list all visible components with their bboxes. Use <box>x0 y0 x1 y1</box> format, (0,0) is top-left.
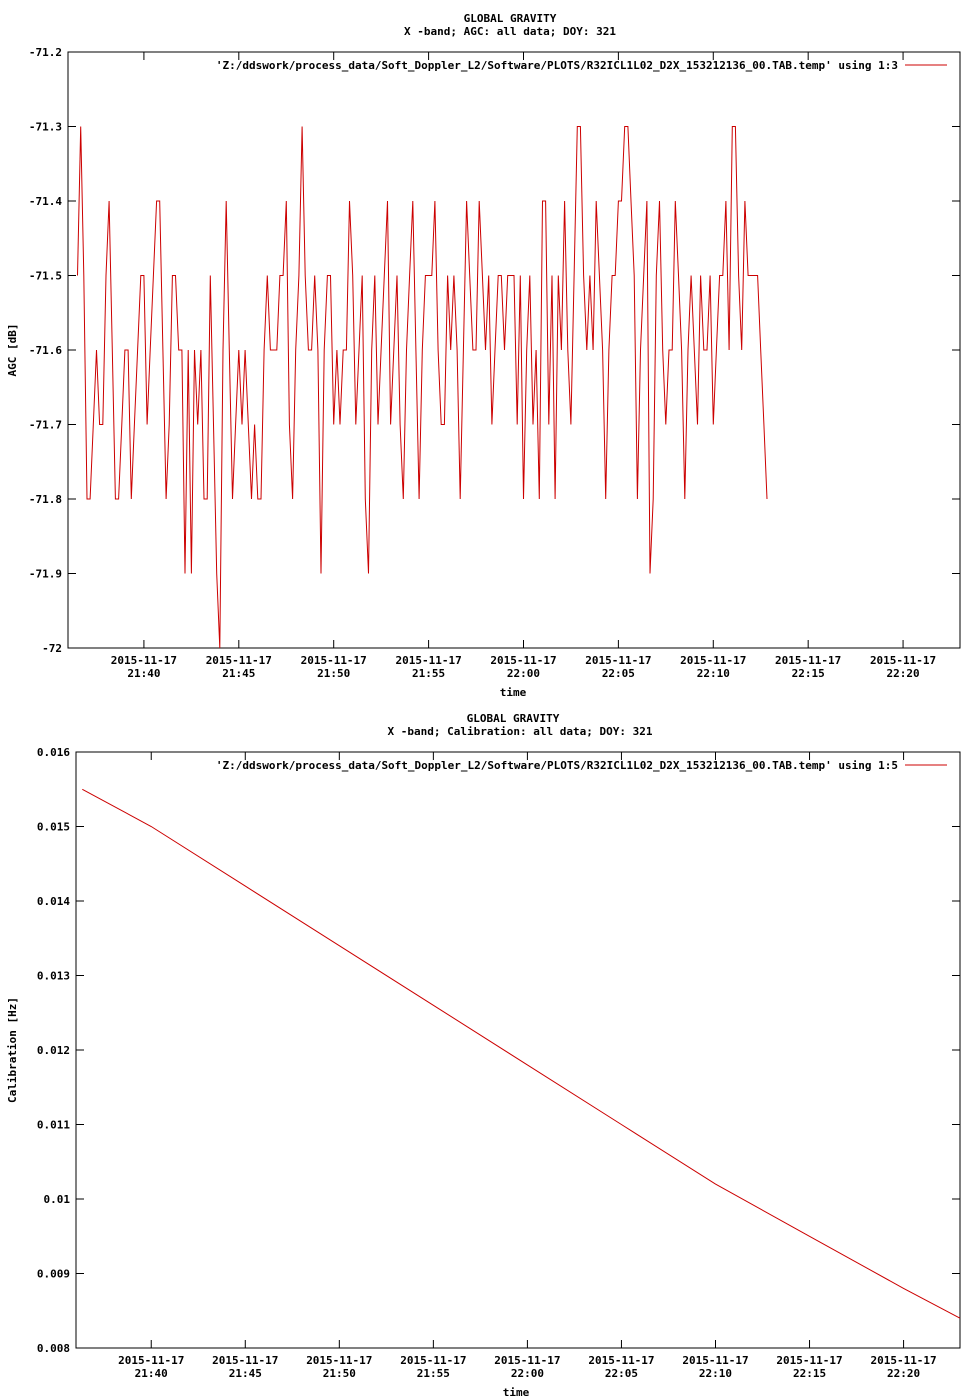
x-tick-date-label: 2015-11-17 <box>682 1354 749 1367</box>
y-tick-label: 0.012 <box>36 1044 70 1057</box>
x-tick-time-label: 22:05 <box>604 1367 639 1380</box>
y-tick-label: -71.3 <box>28 120 62 134</box>
x-tick-date-label: 2015-11-17 <box>212 1354 279 1367</box>
y-tick-label: 0.014 <box>36 895 70 908</box>
x-tick-time-label: 22:15 <box>792 1367 827 1380</box>
calibration-y-ticks <box>37 746 960 1355</box>
y-tick-label: -71.2 <box>28 46 62 59</box>
x-tick-time-label: 21:45 <box>228 1367 262 1380</box>
y-tick-label: -72 <box>42 642 62 655</box>
series-line <box>78 127 768 649</box>
y-tick-label: 0.015 <box>36 820 70 834</box>
x-tick-time-label: 22:10 <box>698 1367 733 1380</box>
x-tick-date-label: 2015-11-17 <box>588 1354 655 1367</box>
y-tick-label: -71.9 <box>28 567 62 581</box>
calibration-series <box>82 789 960 1318</box>
agc-chart-title: GLOBAL GRAVITY <box>463 12 557 25</box>
x-tick-time-label: 22:00 <box>506 667 541 680</box>
x-tick-time-label: 22:20 <box>886 667 920 680</box>
y-tick-label: 0.01 <box>43 1193 70 1206</box>
calibration-y-axis-label: Calibration [Hz] <box>6 997 19 1103</box>
x-tick-time-label: 22:20 <box>887 1367 921 1380</box>
agc-x-ticks <box>111 52 936 680</box>
x-tick-date-label: 2015-11-17 <box>400 1354 467 1367</box>
series-line <box>82 789 960 1318</box>
agc-x-axis-label: time <box>499 686 527 699</box>
x-tick-time-label: 21:40 <box>134 1367 168 1380</box>
y-tick-label: 0.011 <box>36 1118 70 1132</box>
x-tick-time-label: 21:45 <box>222 667 256 680</box>
x-tick-date-label: 2015-11-17 <box>306 1354 373 1367</box>
agc-chart <box>6 12 960 699</box>
x-tick-date-label: 2015-11-17 <box>118 1354 185 1367</box>
calibration-x-ticks <box>118 752 937 1380</box>
y-tick-label: -71.5 <box>28 269 62 283</box>
x-tick-time-label: 22:15 <box>791 667 825 680</box>
x-tick-date-label: 2015-11-17 <box>490 654 557 667</box>
x-tick-date-label: 2015-11-17 <box>585 654 652 667</box>
x-tick-time-label: 21:40 <box>127 667 161 680</box>
calibration-chart-subtitle: X -band; Calibration: all data; DOY: 321 <box>387 725 653 738</box>
x-tick-time-label: 22:00 <box>510 1367 544 1380</box>
y-tick-label: -71.8 <box>28 493 62 506</box>
y-tick-label: 0.008 <box>36 1342 70 1355</box>
y-tick-label: 0.013 <box>36 969 70 983</box>
x-tick-time-label: 22:05 <box>601 667 635 680</box>
x-tick-date-label: 2015-11-17 <box>775 654 842 667</box>
x-tick-date-label: 2015-11-17 <box>680 654 747 667</box>
x-tick-date-label: 2015-11-17 <box>300 654 367 667</box>
agc-y-axis-label: AGC [dB] <box>6 323 19 377</box>
calibration-x-axis-label: time <box>502 1386 530 1399</box>
y-tick-label: 0.009 <box>36 1267 70 1281</box>
x-tick-date-label: 2015-11-17 <box>869 654 937 667</box>
calibration-chart <box>6 712 960 1399</box>
x-tick-date-label: 2015-11-17 <box>395 654 462 667</box>
calibration-plot-frame <box>76 752 960 1348</box>
x-tick-date-label: 2015-11-17 <box>205 654 272 667</box>
y-tick-label: 0.016 <box>36 746 70 759</box>
y-tick-label: -71.7 <box>28 418 62 432</box>
x-tick-date-label: 2015-11-17 <box>494 1354 561 1367</box>
x-tick-date-label: 2015-11-17 <box>776 1354 843 1367</box>
x-tick-time-label: 21:55 <box>416 1367 450 1380</box>
x-tick-time-label: 22:10 <box>696 667 730 680</box>
agc-chart-subtitle: X -band; AGC: all data; DOY: 321 <box>404 25 616 38</box>
agc-series <box>78 127 768 649</box>
x-tick-date-label: 2015-11-17 <box>110 654 178 667</box>
x-tick-time-label: 21:55 <box>412 667 446 680</box>
x-tick-date-label: 2015-11-17 <box>870 1354 937 1367</box>
agc-y-ticks <box>29 46 960 655</box>
y-tick-label: -71.4 <box>28 195 62 208</box>
agc-plot-frame <box>68 52 960 648</box>
calibration-chart-title: GLOBAL GRAVITY <box>466 712 560 725</box>
agc-legend-label: 'Z:/ddswork/process_data/Soft_Doppler_L2/Software/PLOTS/R32ICL1L02_D2X_153212136_00.TAB.temp' using 1:3 <box>215 59 898 72</box>
calibration-legend-label: 'Z:/ddswork/process_data/Soft_Doppler_L2/Software/PLOTS/R32ICL1L02_D2X_153212136_00.TAB.temp' using 1:5 <box>215 759 898 772</box>
y-tick-label: -71.6 <box>28 344 62 357</box>
x-tick-time-label: 21:50 <box>317 667 351 680</box>
x-tick-time-label: 21:50 <box>322 1367 356 1380</box>
